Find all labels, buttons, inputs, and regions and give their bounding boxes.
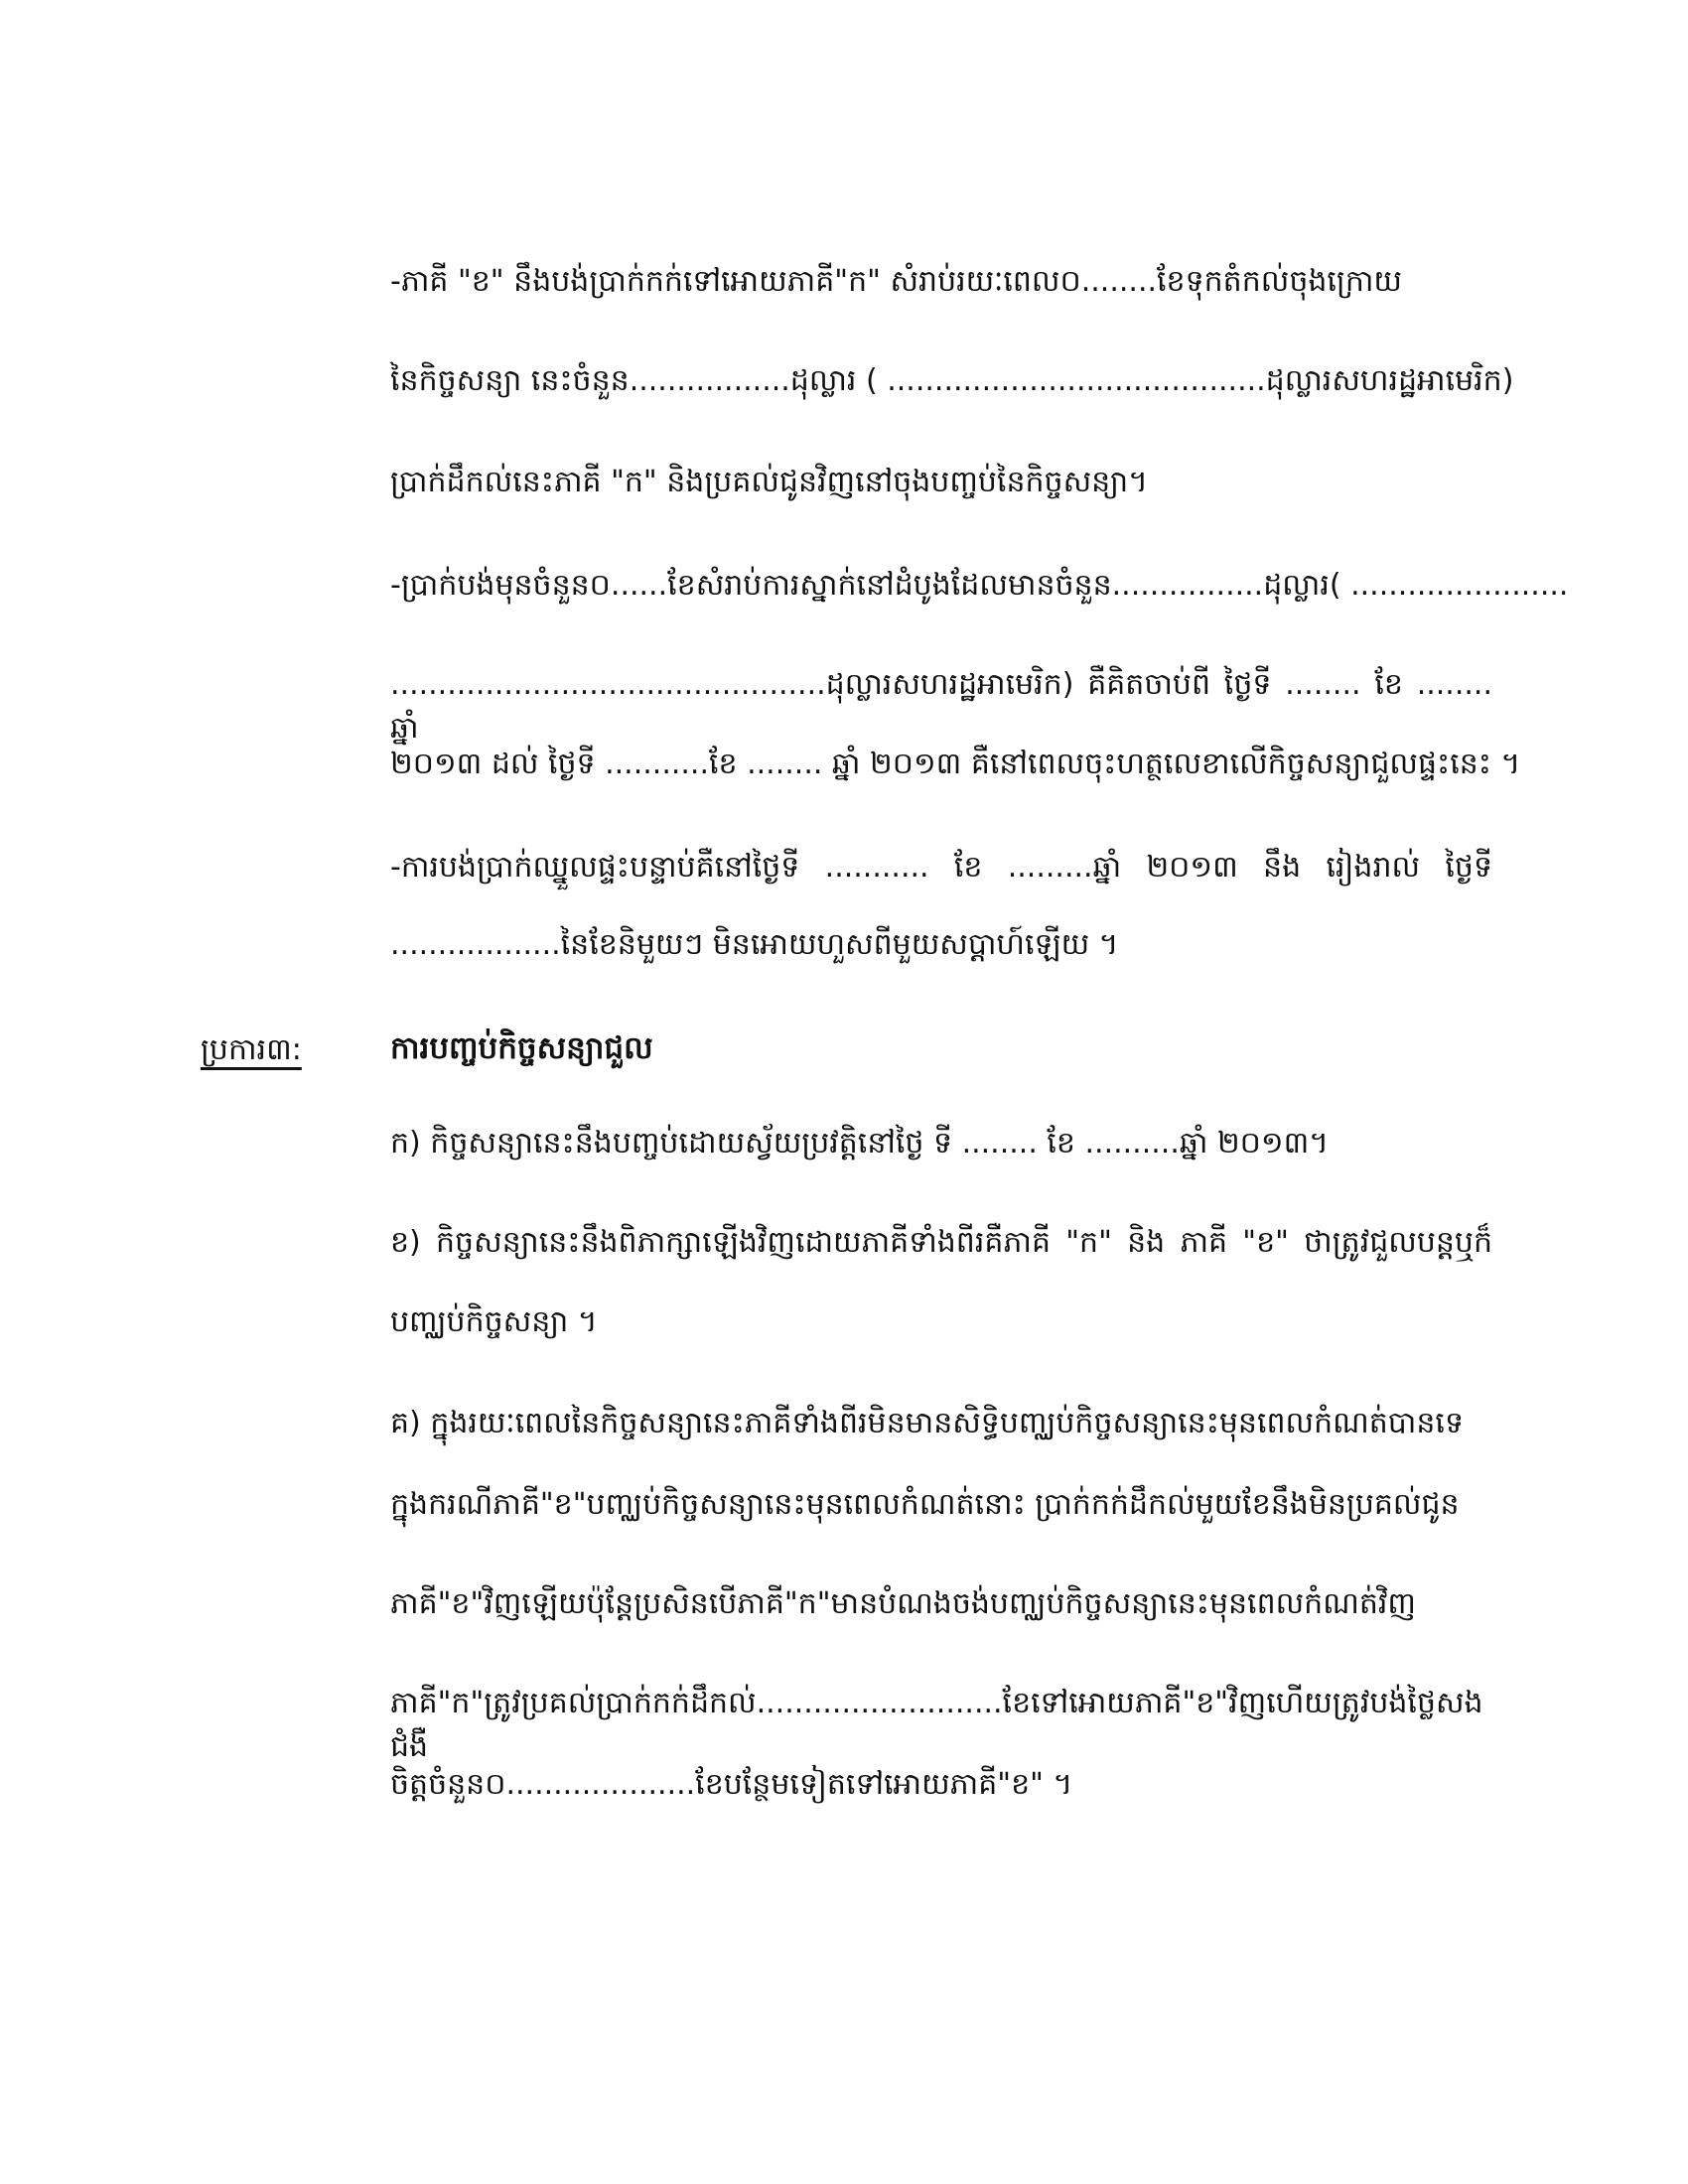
- clause-item-c-line-3: ភាគី"ខ"វិញឡើយប៉ុន្តែប្រសិនបើភាគី"ក"មានបំណងចង់បញ្ឈប់កិច្ចសន្យានេះមុនពេលកំណត់វិញ: [390, 1586, 1416, 1621]
- payment-deposit-line-1: -ភាគី "ខ" នឹងបង់ប្រាក់កក់ទៅអោយភាគី"ក" សំរាប់រយៈពេល០........ខែទុកតំកល់ចុងក្រោយ: [390, 264, 1402, 299]
- clause-item-c-line-2: ក្នុងករណីភាគី"ខ"បញ្ឈប់កិច្ចសន្យានេះមុនពេលកំណត់នោះ ប្រាក់កក់ដឹកល់មួយខែនឹងមិនប្រគល់ជូន: [390, 1487, 1460, 1522]
- clause-title: ការបញ្ចប់កិច្ចសន្យាជួល: [390, 1030, 653, 1066]
- rent-schedule-line-2: ..................នៃខែនិមួយៗ មិនអោយហួសពីមួយសប្តាហ៍ឡើយ ។: [390, 927, 1119, 962]
- clause-item-b-line-1: ខ) កិច្ចសន្យានេះនឹងពិភាក្សាឡើងវិញដោយភាគីទាំងពីរគឺភាគី "ក" និង ភាគី "ខ" ថាត្រូវជួលបន្តឬក៏: [390, 1225, 1492, 1260]
- clause-item-a: ក) កិច្ចសន្យានេះនឹងបញ្ចប់ដោយស្វ័យប្រវត្តិនៅថ្ងៃ ទី ........ ខែ ..........ឆ្នាំ ២០១៣។: [390, 1126, 1330, 1160]
- advance-payment-line-1: -ប្រាក់បង់មុនចំនួន០......ខែសំរាប់ការស្នាក់នៅដំបូងដែលមានចំនួន................ដុល្លារ( .......................: [390, 568, 1569, 603]
- advance-payment-line-3: ២០១៣ ដល់ ថ្ងៃទី ...........ខែ ........ ឆ្នាំ ២០១៣ គឺនៅពេលចុះហត្ថលេខាលើកិច្ចសន្យាជួលផ្ទះនេះ ។: [390, 747, 1521, 781]
- payment-deposit-line-3: ប្រាក់ដឹកល់នេះភាគី "ក" និងប្រគល់ជូនវិញនៅចុងបញ្ចប់នៃកិច្ចសន្យា។: [390, 465, 1148, 499]
- clause-item-c-line-4: ភាគី"ក"ត្រូវប្រគល់ប្រាក់កក់ដឹកល់..........................ខែទៅអោយភាគី"ខ"វិញហើយត្រូវបង់ថ្លៃសងជំងឺ: [390, 1686, 1483, 1764]
- advance-payment-line-2: ..............................................ដុល្លារសហរដ្ឋអាមេរិក) គឺគិតចាប់ពី ថ្ងៃទី ........ ខែ ........ ឆ្នាំ: [390, 667, 1492, 746]
- clause-label: ប្រការ៣:: [201, 1032, 302, 1067]
- clause-item-c-line-1: គ) ក្នុងរយៈពេលនៃកិច្ចសន្យានេះភាគីទាំងពីរមិនមានសិទ្ធិបញ្ឈប់កិច្ចសន្យានេះមុនពេលកំណត់បានទេ: [390, 1406, 1464, 1440]
- clause-item-b-line-2: បញ្ឈប់កិច្ចសន្យា ។: [390, 1304, 598, 1339]
- clause-item-c-line-5: ចិត្តចំនួន០....................ខែបន្ថែមទៀតទៅអោយភាគី"ខ" ។: [390, 1767, 1073, 1802]
- rent-schedule-line-1: -ការបង់ប្រាក់ឈ្នួលផ្ទះបន្ទាប់គឺនៅថ្ងៃទី ........... ខែ .........ឆ្នាំ ២០១៣ នឹង រៀងរាល់ ថ្ងៃទី: [390, 850, 1492, 885]
- payment-deposit-line-2: នៃកិច្ចសន្យា នេះចំនួន.................ដុល្លារ ( ........................................ដុល្លារសហរដ្ឋអាមេរិក): [390, 363, 1514, 398]
